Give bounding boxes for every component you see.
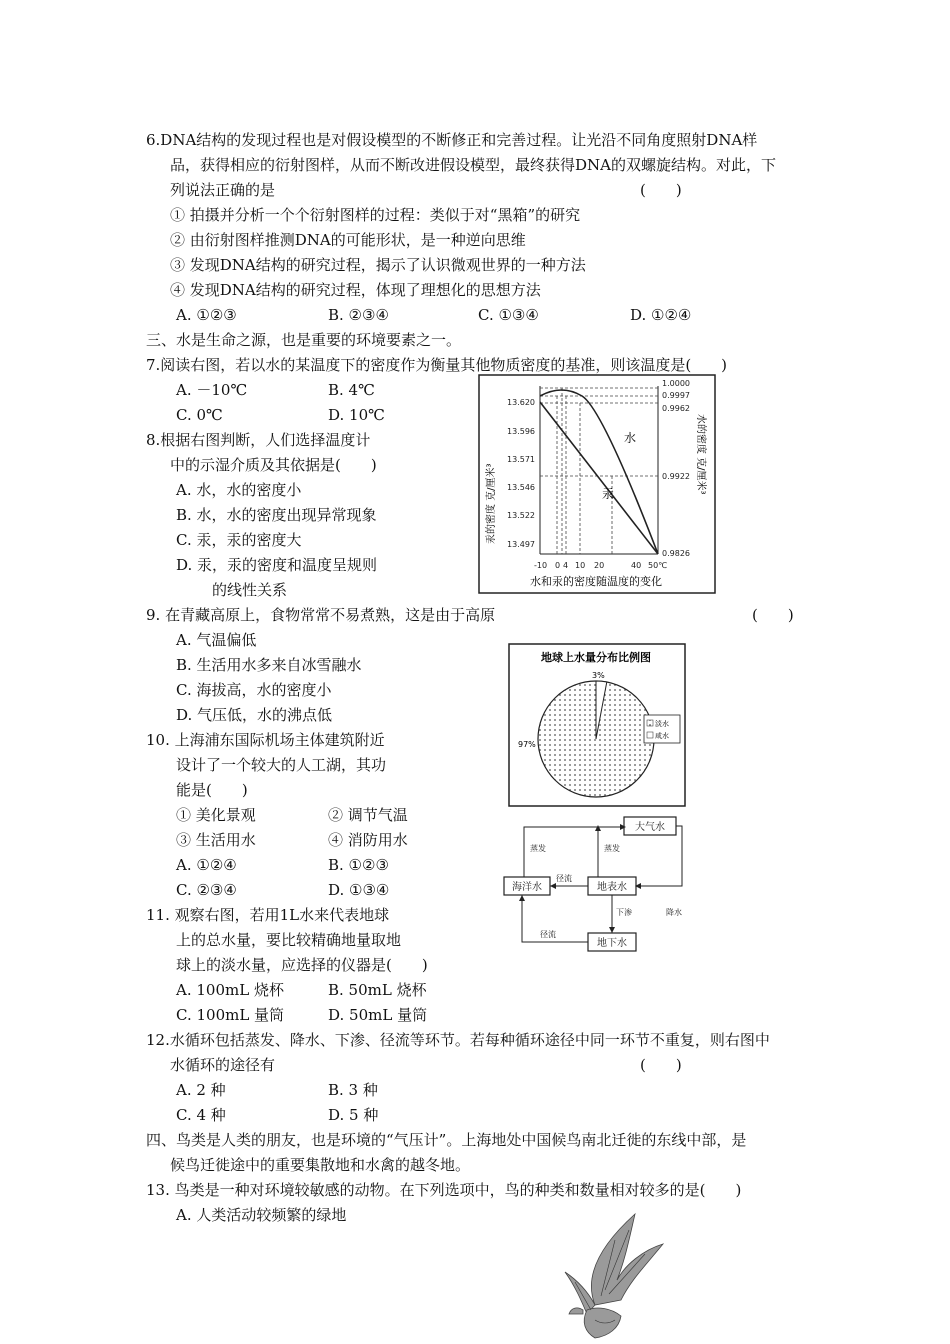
q7-stem: 7.阅读右图，若以水的某温度下的密度作为衡量其他物质密度的基准，则该温度是( )	[146, 356, 728, 374]
legend-swatch-fresh	[647, 720, 653, 726]
chart-title: 水和汞的密度随温度的变化	[530, 575, 662, 588]
q13-option-a: A. 人类活动较频繁的绿地	[176, 1206, 347, 1224]
q10-option-a: A. ①②④	[176, 856, 237, 874]
x-tick: 20	[594, 561, 605, 570]
left-tick: 13.497	[507, 540, 535, 549]
pie-label-large: 97%	[518, 740, 536, 749]
cycle-label: 蒸发	[604, 844, 620, 853]
node-ocean-label: 海洋水	[512, 882, 542, 893]
left-tick: 13.522	[507, 511, 535, 520]
q10-stem-line3: 能是( )	[176, 781, 248, 799]
q10-stem-line1: 10. 上海浦东国际机场主体建筑附近	[146, 731, 385, 749]
q11-option-b: B. 50mL 烧杯	[328, 981, 427, 999]
series-label-mercury: 汞	[602, 487, 615, 501]
left-tick: 13.596	[507, 427, 535, 436]
q8-stem-line2: 中的示湿介质及其依据是( )	[170, 456, 377, 474]
q11-option-c: C. 100mL 量筒	[176, 1006, 285, 1024]
q12-stem-line1: 12.水循环包括蒸发、降水、下渗、径流等环节。若每种循环途径中同一环节不重复，则右图中	[146, 1031, 770, 1049]
right-tick: 0.9826	[662, 549, 690, 558]
density-chart	[478, 374, 718, 596]
q6-stem-line1: 6.DNA结构的发现过程也是对假设模型的不断修正和完善过程。让光沿不同角度照射DNA样	[146, 131, 758, 149]
q11-option-a: A. 100mL 烧杯	[176, 981, 284, 999]
q8-option-a: A. 水，水的密度小	[176, 481, 302, 499]
q11-stem-line3: 球上的淡水量，应选择的仪器是( )	[176, 956, 428, 974]
q10-option-b: B. ①②③	[328, 856, 389, 874]
right-tick: 0.9997	[662, 391, 690, 400]
right-tick: 1.0000	[662, 379, 690, 388]
section4-line1: 四、鸟类是人类的朋友，也是环境的“气压计”。上海地处中国候鸟南北迁徙的东线中部，是	[146, 1131, 747, 1149]
q6-option-b: B. ②③④	[328, 306, 389, 324]
legend-label-salt: 咸水	[655, 732, 669, 740]
q6-answer-paren: ( )	[640, 181, 682, 199]
q12-option-d: D. 5 种	[328, 1106, 379, 1124]
q8-option-b: B. 水，水的密度出现异常现象	[176, 506, 377, 524]
q8-option-d: D. 汞，汞的密度和温度呈规则	[176, 556, 378, 574]
q8-stem-line1: 8.根据右图判断，人们选择温度计	[146, 431, 371, 449]
q11-stem-line1: 11. 观察右图，若用1L水来代表地球	[146, 906, 390, 924]
q6-option-a: A. ①②③	[176, 306, 237, 324]
x-tick: -10	[534, 561, 548, 570]
node-surface-label: 地表水	[597, 882, 627, 893]
q11-option-d: D. 50mL 量筒	[328, 1006, 428, 1024]
q6-stem-line3: 列说法正确的是	[170, 181, 276, 199]
x-tick: 40	[631, 561, 642, 570]
node-groundwater-label: 地下水	[597, 938, 627, 949]
left-tick: 13.571	[507, 455, 535, 464]
q7-option-c: C. 0℃	[176, 406, 223, 424]
right-tick: 0.9962	[662, 404, 690, 413]
series-label-water: 水	[624, 431, 637, 445]
eagle-illustration	[525, 1210, 685, 1340]
q9-option-c: C. 海拔高，水的密度小	[176, 681, 332, 699]
q12-option-c: C. 4 种	[176, 1106, 226, 1124]
q12-option-b: B. 3 种	[328, 1081, 378, 1099]
q10-item-4: ④ 消防用水	[328, 831, 408, 849]
q9-answer-paren: ( )	[752, 606, 794, 624]
q8-option-c: C. 汞，汞的密度大	[176, 531, 302, 549]
x-tick: 10	[575, 561, 586, 570]
x-tick: 50℃	[648, 561, 668, 570]
q9-stem: 9. 在青藏高原上，食物常常不易煮熟，这是由于高原	[146, 606, 496, 624]
q8-option-d-cont: 的线性关系	[212, 581, 288, 599]
cycle-label: 径流	[556, 874, 572, 883]
node-atmosphere-label: 大气水	[635, 822, 665, 833]
q10-item-1: ① 美化景观	[176, 806, 256, 824]
cycle-label: 下渗	[616, 908, 632, 917]
q10-option-d: D. ①③④	[328, 881, 390, 899]
section4-line2: 候鸟迁徙途中的重要集散地和水禽的越冬地。	[170, 1156, 471, 1174]
q11-stem-line2: 上的总水量，要比较精确地量取地	[176, 931, 402, 949]
q10-item-3: ③ 生活用水	[176, 831, 256, 849]
q13-stem: 13. 鸟类是一种对环境较敏感的动物。在下列选项中，鸟的种类和数量相对较多的是( )	[146, 1181, 742, 1199]
q10-stem-line2: 设计了一个较大的人工湖，其功	[176, 756, 387, 774]
q7-option-d: D. 10℃	[328, 406, 385, 424]
q9-option-b: B. 生活用水多来自冰雪融水	[176, 656, 362, 674]
q10-option-c: C. ②③④	[176, 881, 237, 899]
x-tick: 0	[555, 561, 561, 570]
q6-item-1: ① 拍摄并分析一个个衍射图样的过程：类似于对“黑箱”的研究	[170, 206, 581, 224]
q6-item-3: ③ 发现DNA结构的研究过程，揭示了认识微观世界的一种方法	[170, 256, 586, 274]
left-tick: 13.546	[507, 483, 535, 492]
legend-swatch-salt	[647, 732, 653, 738]
pie-title: 地球上水量分布比例图	[541, 651, 651, 664]
q6-stem-line2: 品，获得相应的衍射图样，从而不断改进假设模型，最终获得DNA的双螺旋结构。对此，下	[170, 156, 776, 174]
q7-option-a: A. －10℃	[176, 381, 248, 399]
left-tick: 13.620	[507, 398, 535, 407]
cycle-label: 蒸发	[530, 844, 546, 853]
q9-option-d: D. 气压低，水的沸点低	[176, 706, 333, 724]
q6-item-4: ④ 发现DNA结构的研究过程，体现了理想化的思想方法	[170, 281, 541, 299]
q12-stem-line2: 水循环的途径有	[170, 1056, 276, 1074]
q6-option-c: C. ①③④	[478, 306, 539, 324]
water-cycle-diagram	[500, 815, 685, 970]
section3-heading: 三、水是生命之源，也是重要的环境要素之一。	[146, 331, 462, 349]
right-axis-label: 水的密度 克/厘米³	[695, 414, 706, 495]
cycle-label: 径流	[540, 930, 556, 939]
q12-option-a: A. 2 种	[176, 1081, 226, 1099]
right-tick: 0.9922	[662, 472, 690, 481]
legend-label-fresh: 淡水	[655, 720, 669, 728]
left-axis-label: 汞的密度 克/厘米³	[486, 463, 497, 544]
water-distribution-pie	[508, 643, 688, 809]
cycle-label: 降水	[666, 908, 682, 917]
q12-answer-paren: ( )	[640, 1056, 682, 1074]
q10-item-2: ② 调节气温	[328, 806, 408, 824]
x-tick: 4	[563, 561, 569, 570]
q6-item-2: ② 由衍射图样推测DNA的可能形状，是一种逆向思维	[170, 231, 526, 249]
pie-label-small: 3%	[592, 671, 605, 680]
q6-option-d: D. ①②④	[630, 306, 692, 324]
q9-option-a: A. 气温偏低	[176, 631, 257, 649]
q7-option-b: B. 4℃	[328, 381, 375, 399]
